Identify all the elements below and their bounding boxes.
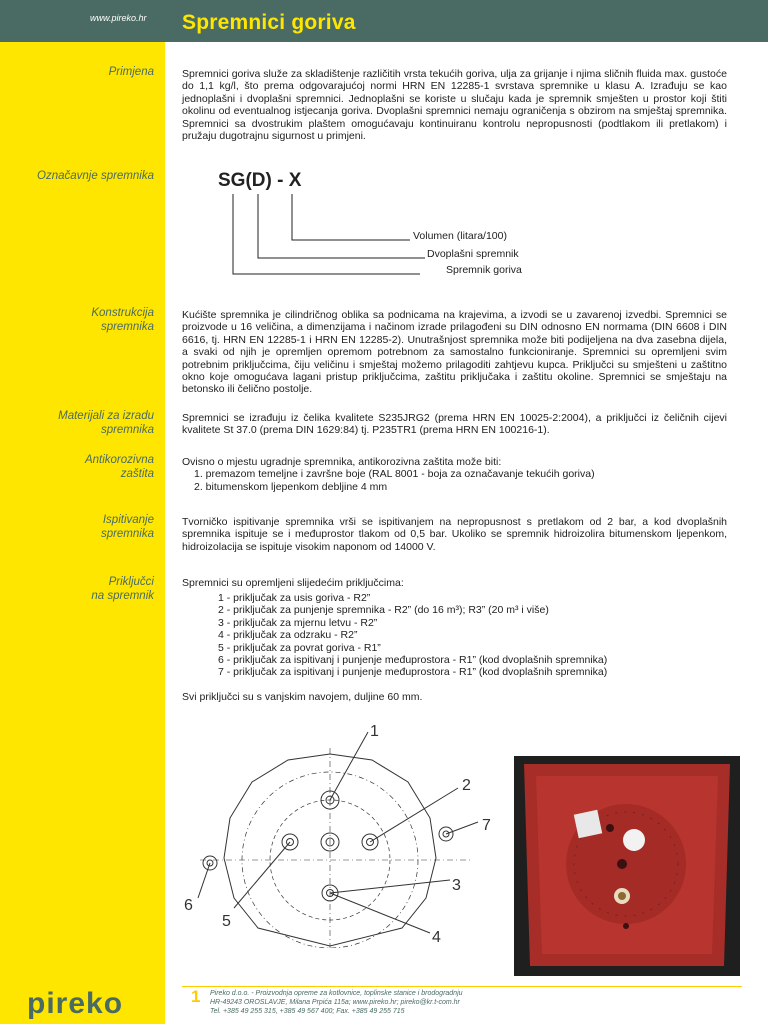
- designation-lines: [225, 190, 425, 280]
- text-ispitivanje: Tvorničko ispitivanje spremnika vrši se ispitivanjem na nepropusnost s pretlakom od 2 bar, a kod dvoplašnih spremnika ispituje se i međuprostor tlakom od 0,5 bar. Ukoliko se spremnik hidroizolira bitumenskom ljepenkom, hidroizolacija se ispituje visokim naponom od 14000 V.: [182, 516, 727, 553]
- page-title: Spremnici goriva: [182, 11, 356, 34]
- label-antikorozivna-line1: Antikorozivna: [84, 454, 154, 466]
- label-konstrukcija-line1: Konstrukcija: [91, 307, 154, 319]
- callout-1: 1: [370, 723, 379, 740]
- label-antikorozivna-line2: zaštita: [120, 468, 154, 480]
- list-item: 1. premazom temeljne i završne boje (RAL 8001 - boja za označavanje tekućih goriva): [194, 468, 595, 481]
- callout-6: 6: [184, 897, 193, 914]
- footer-logo: pireko: [27, 987, 124, 1020]
- label-ispitivanje: [4, 513, 154, 541]
- label-konstrukcija-line2: spremnika: [100, 321, 154, 333]
- list-item: 5 - priključak za povrat goriva - R1”: [218, 641, 381, 654]
- legend-spremnik-goriva: Spremnik goriva: [446, 264, 522, 276]
- callout-5: 5: [222, 913, 231, 930]
- prikljucci-note: Svi priključci su s vanjskim navojem, duljine 60 mm.: [182, 691, 423, 703]
- footer-line2: HR-49243 OROSLAVJE, Milana Prpića 115a; www.pireko.hr; pireko@kr.t-com.hr: [210, 999, 460, 1006]
- tank-photo: [514, 756, 740, 976]
- sidebar: [0, 0, 165, 1024]
- label-prikljucci-line1: Priključci: [108, 576, 154, 588]
- callout-4: 4: [432, 929, 441, 946]
- site-url[interactable]: www.pireko.hr: [90, 13, 147, 23]
- list-item: 7 - priključak za ispitivanj i punjenje međuprostora - R1” (kod dvoplašnih spremnika): [218, 666, 608, 679]
- label-primjena: Primjena: [108, 66, 154, 78]
- footer-divider: [182, 986, 742, 987]
- label-oznacavanje: Označavnje spremnika: [37, 170, 154, 182]
- list-item: 4 - priključak za odzraku - R2”: [218, 629, 358, 642]
- callout-3: 3: [452, 877, 461, 894]
- antikorozivna-list: [182, 468, 727, 493]
- prikljucci-intro: Spremnici su opremljeni slijedećim priključcima:: [182, 577, 404, 589]
- text-konstrukcija: Kućište spremnika je cilindričnog oblika sa podnicama na krajevima, a izvodi se u zavarenoj izvedbi. Spremnici se proizvode u 16 veličina, a dimenzijama i načinom izrade prilagođeni su DIN odnosno EN normama (DIN 6608 i DIN 6616, tj. HRN EN 12285-1 i HRN EN 12285-2). Unutrašnjost spremnika može biti podijeljena na dva zasebna dijela, a svaki od njih je opremljen opremom potrebnom za samostalno funkcioniranje. Spremnici su opremljeni svim potrebnim priključcima, čiju veličinu i smještaj možemo prilagoditi zahtjevu kupca. Priključci su smješteni u zaštitno okno koje omogućava lagani pristup priključcima, zaštitu priključaka i zaštitu okoline. Spremnici se smještaju na betonsko ili čelično postolje.: [182, 309, 727, 396]
- footer-contact: [210, 989, 463, 1016]
- text-materijali: Spremnici se izrađuju iz čelika kvalitete S235JRG2 (prema HRN EN 10025-2:2004), a priključci iz čeličnih cijevi kvalitete St 37.0 (prema DIN 1629:84) tj. P235TR1 (prema HRN EN 100216-1).: [182, 412, 727, 437]
- antikorozivna-intro: Ovisno o mjestu ugradnje spremnika, antikorozivna zaštita može biti:: [182, 456, 502, 468]
- prikljucci-list: [218, 592, 607, 679]
- footer-line1: Pireko d.o.o. - Proizvodnja opreme za kotlovnice, toplinske stanice i brodogradnju: [210, 990, 463, 997]
- legend-volumen: Volumen (litara/100): [413, 230, 507, 242]
- list-item: 3 - priključak za mjernu letvu - R2”: [218, 616, 378, 629]
- label-materijali-line2: spremnika: [100, 424, 154, 436]
- label-ispitivanje-line2: spremnika: [100, 528, 154, 540]
- designation-code: SG(D) - X: [218, 170, 302, 191]
- label-prikljucci: [4, 575, 154, 603]
- legend-dvoplasni: Dvoplašni spremnik: [427, 248, 519, 260]
- text-primjena: Spremnici goriva služe za skladištenje različitih vrsta tekućih goriva, ulja za grijanje i njima sličnih fluida max. gustoće do 1,1 kg/l, što prema odgovarajućoj normi HRN EN 12285-1 svrstava spremnike u klasu A. Izrađuju se kao jednoplašni i dvoplašni spremnici. Jednoplašni se koriste u slučaju kada je spremnik smješten u prostor koji štiti okolinu od eventualnog istjecanja goriva. Dvoplašni spremnici nemaju ograničenja s obzirom na smještaj spremnika. Spremnici sa dvostrukim plaštem omogućavaju kontinuiranu kontrolu nepropusnosti (podtlakom ili pretlakom) i pružaju dugotrajnu sigurnost u primjeni.: [182, 68, 727, 143]
- list-item: 2 - priključak za punjenje spremnika - R2” (do 16 m³); R3” (20 m³ i više): [218, 604, 549, 617]
- tank-photo-illustration: [514, 756, 740, 976]
- callout-7: 7: [482, 817, 491, 834]
- label-ispitivanje-line1: Ispitivanje: [102, 514, 154, 526]
- page-number: 1: [191, 987, 201, 1006]
- list-item: 2. bitumenskom ljepenkom debljine 4 mm: [194, 480, 388, 493]
- connections-drawing: [180, 718, 500, 948]
- callout-2: 2: [462, 777, 471, 794]
- list-item: 1 - priključak za usis goriva - R2”: [218, 592, 371, 604]
- label-materijali: [4, 409, 154, 437]
- text-antikorozivna: [182, 456, 727, 493]
- label-prikljucci-line2: na spremnik: [91, 590, 154, 602]
- label-materijali-line1: Materijali za izradu: [58, 410, 154, 422]
- label-antikorozivna: [4, 453, 154, 481]
- label-konstrukcija: [4, 306, 154, 334]
- list-item: 6 - priključak za ispitivanj i punjenje međuprostora - R1” (kod dvoplašnih spremnika): [218, 654, 608, 667]
- footer-line3: Tel. +385 49 255 315, +385 49 567 400; Fax. +385 49 255 715: [210, 1008, 405, 1015]
